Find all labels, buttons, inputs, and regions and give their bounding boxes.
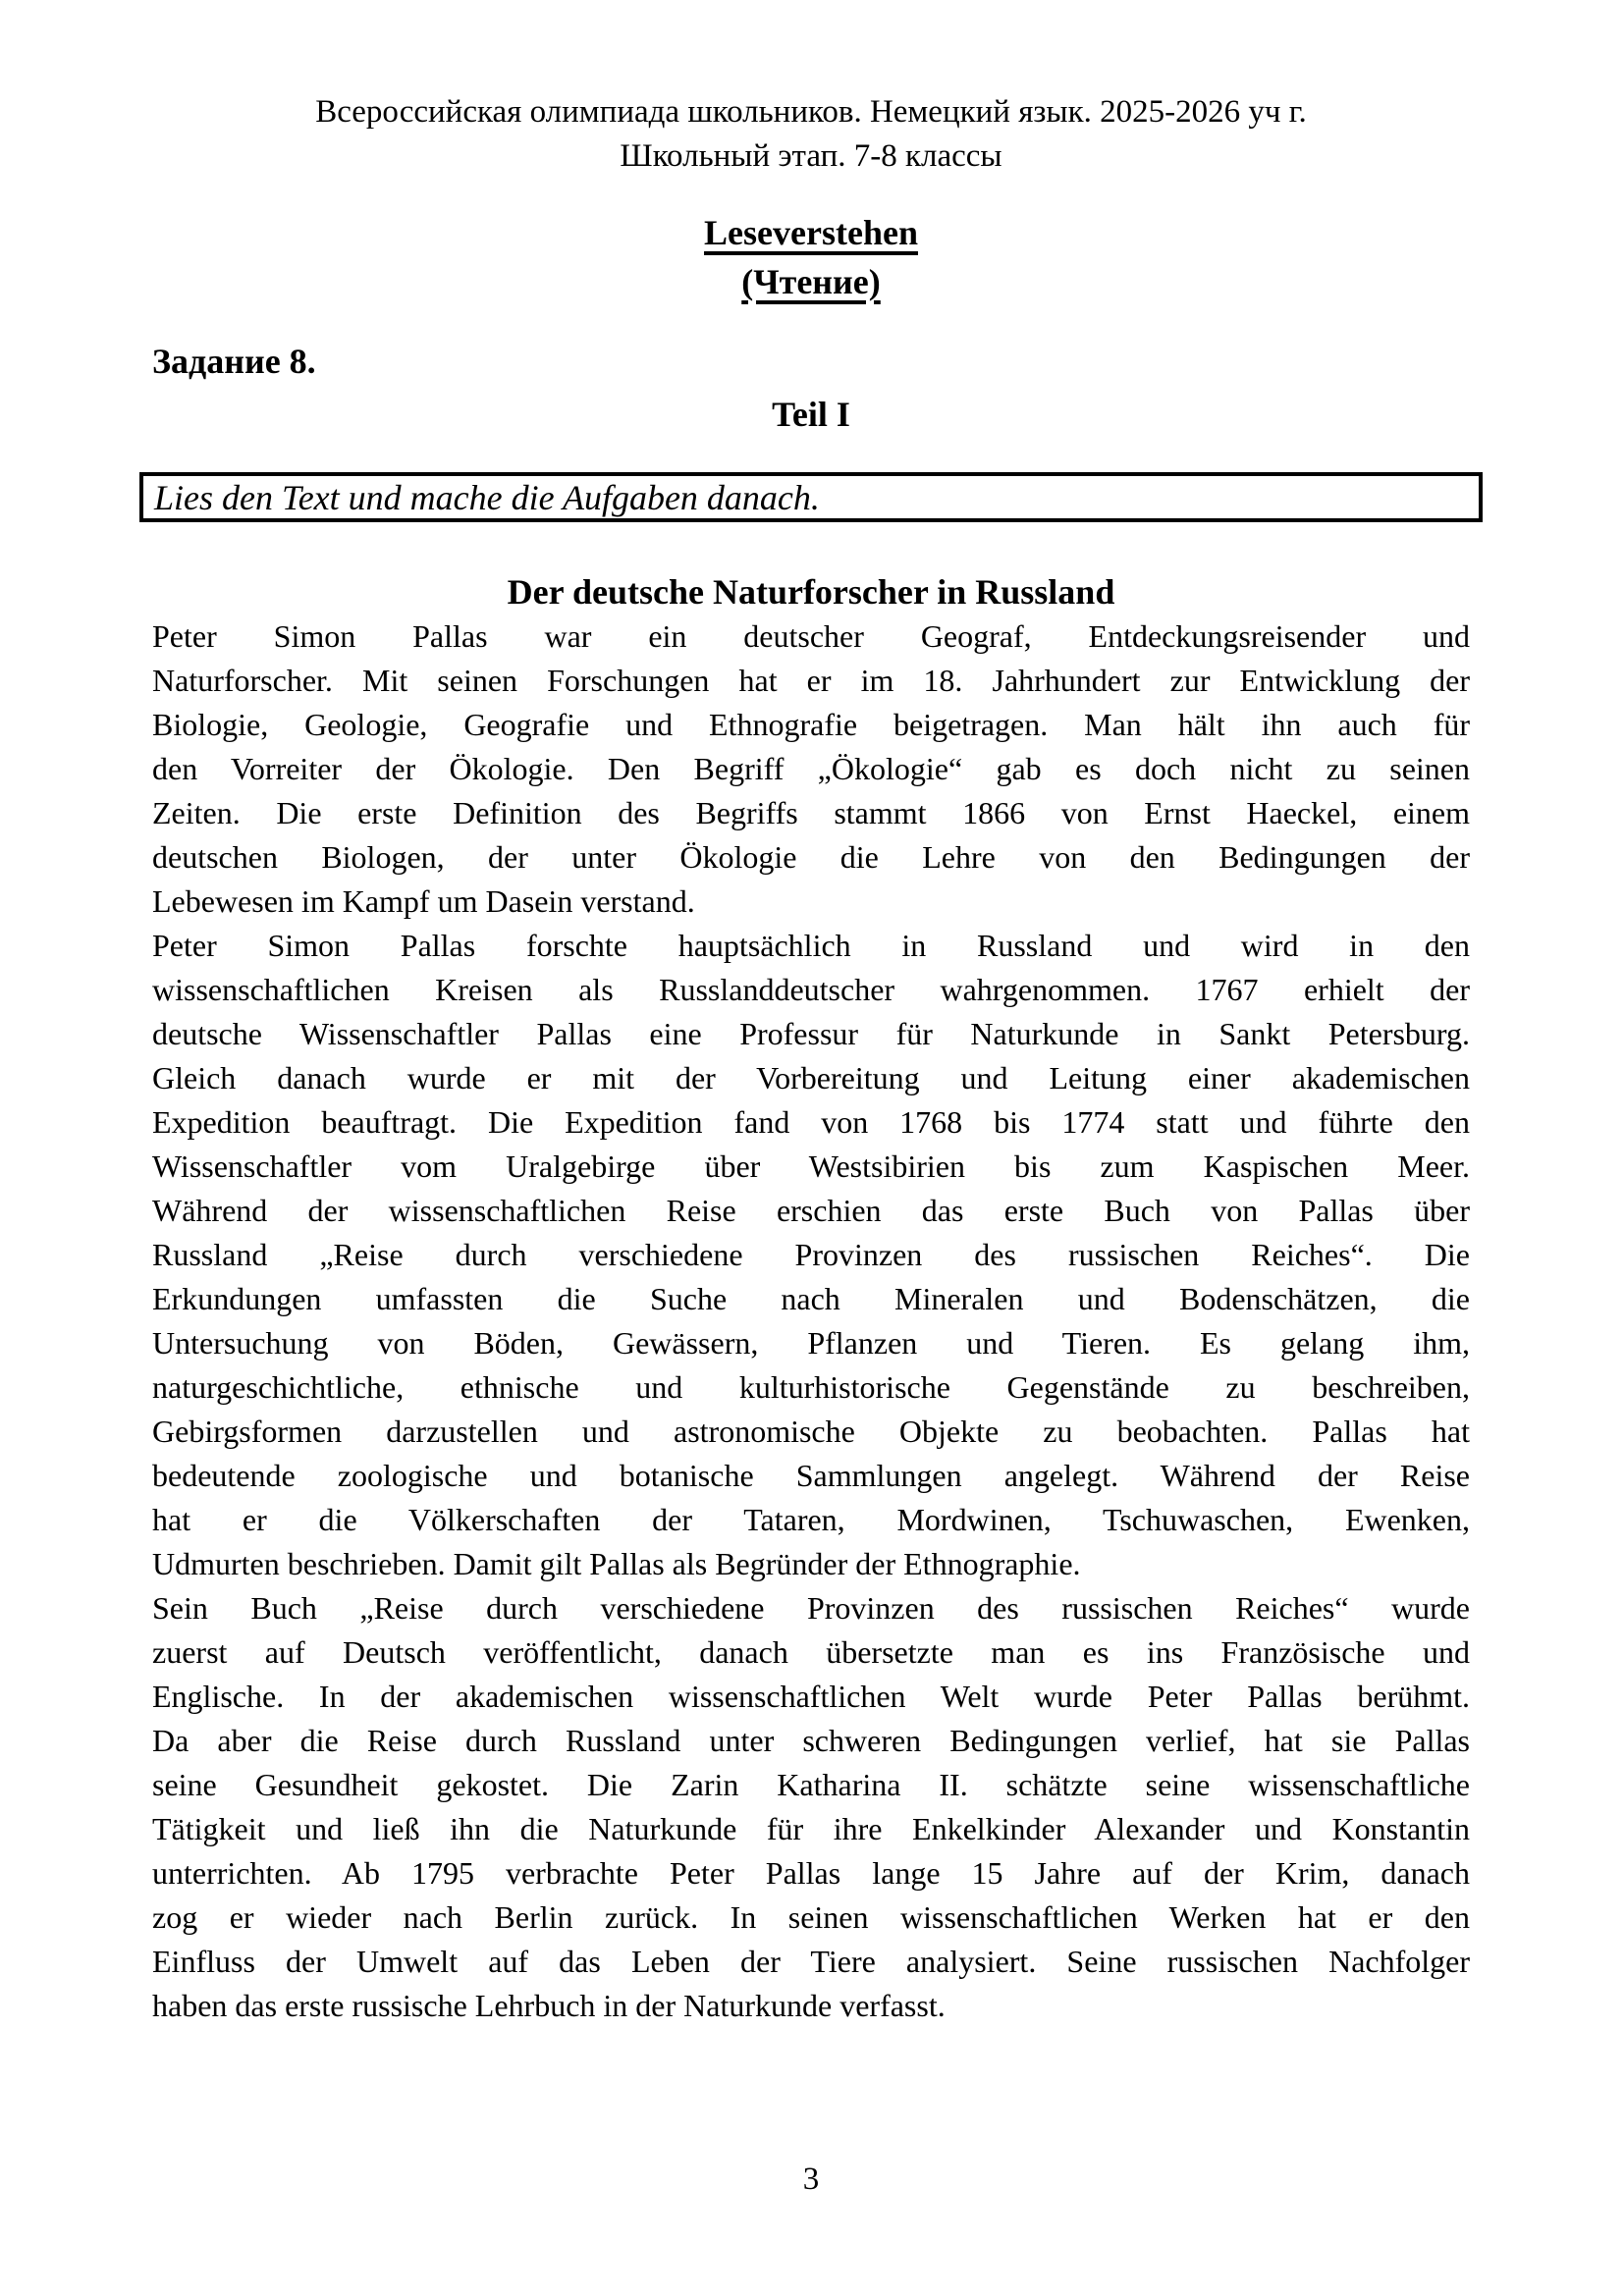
text-line: Naturforscher. Mit seinen Forschungen hat er im 18. Jahrhundert zur Entwicklung der (152, 663, 1470, 698)
text-line: Biologie, Geologie, Geografie und Ethnografie beigetragen. Man hält ihn auch für (152, 707, 1470, 742)
text-line: zog er wieder nach Berlin zurück. In seinen wissenschaftlichen Werken hat er den (152, 1899, 1470, 1935)
text-line: Gebirgsformen darzustellen und astronomische Objekte zu beobachten. Pallas hat (152, 1414, 1470, 1449)
text-line: Da aber die Reise durch Russland unter schweren Bedingungen verlief, hat sie Pallas (152, 1723, 1470, 1758)
text-line: Einfluss der Umwelt auf das Leben der Tiere analysiert. Seine russischen Nachfolger (152, 1944, 1470, 1979)
text-line: Russland „Reise durch verschiedene Provinzen des russischen Reiches“. Die (152, 1237, 1470, 1272)
text-line: Erkundungen umfassten die Suche nach Mineralen und Bodenschätzen, die (152, 1281, 1470, 1316)
document-header (152, 0, 1470, 179)
text-body (152, 614, 1470, 2028)
text-line: Lebewesen im Kampf um Dasein verstand. (152, 883, 695, 919)
header-line-1: Всероссийская олимпиада школьников. Немецкий язык. 2025-2026 уч г. (315, 94, 1307, 130)
page-number: 3 (802, 2162, 820, 2197)
text-line: seine Gesundheit gekostet. Die Zarin Katharina II. schätzte seine wissenschaftliche (152, 1767, 1470, 1802)
text-title: Der deutsche Naturforscher in Russland (507, 572, 1115, 612)
section-subtitle-text: (Чтение) (741, 262, 881, 301)
section-title (152, 208, 1470, 257)
text-line: Englische. In der akademischen wissenschaftlichen Welt wurde Peter Pallas berühmt. (152, 1679, 1470, 1714)
text-line: Wissenschaftler vom Uralgebirge über Westsibirien bis zum Kaspischen Meer. (152, 1148, 1470, 1184)
text-line: den Vorreiter der Ökologie. Den Begriff „Ökologie“ gab es doch nicht zu seinen (152, 751, 1470, 786)
text-line: Tätigkeit und ließ ihn die Naturkunde für ihre Enkelkinder Alexander und Konstantin (152, 1811, 1470, 1846)
text-line: deutsche Wissenschaftler Pallas eine Professur für Naturkunde in Sankt Petersburg. (152, 1016, 1470, 1051)
section-title-text: Leseverstehen (704, 213, 918, 252)
instruction-text: Lies den Text und mache die Aufgaben danach. (154, 478, 820, 517)
text-line: haben das erste russische Lehrbuch in der Naturkunde verfasst. (152, 1988, 946, 2023)
text-line: Expedition beauftragt. Die Expedition fand von 1768 bis 1774 statt und führte den (152, 1104, 1470, 1140)
text-line: wissenschaftlichen Kreisen als Russlanddeutscher wahrgenommen. 1767 erhielt der (152, 972, 1470, 1007)
text-line: Während der wissenschaftlichen Reise erschien das erste Buch von Pallas über (152, 1193, 1470, 1228)
text-line: Zeiten. Die erste Definition des Begriffs stammt 1866 von Ernst Haeckel, einem (152, 795, 1470, 830)
text-line: bedeutende zoologische und botanische Sammlungen angelegt. Während der Reise (152, 1458, 1470, 1493)
text-line: hat er die Völkerschaften der Tataren, Mordwinen, Tschuwaschen, Ewenken, (152, 1502, 1470, 1537)
section-subtitle (152, 257, 1470, 306)
text-line: deutschen Biologen, der unter Ökologie die Lehre von den Bedingungen der (152, 839, 1470, 875)
text-line: Gleich danach wurde er mit der Vorbereitung und Leitung einer akademischen (152, 1060, 1470, 1095)
text-line: Sein Buch „Reise durch verschiedene Provinzen des russischen Reiches“ wurde (152, 1590, 1470, 1626)
header-line-2: Школьный этап. 7-8 классы (620, 138, 1002, 174)
text-line: Untersuchung von Böden, Gewässern, Pflanzen und Tieren. Es gelang ihm, (152, 1325, 1470, 1361)
text-line: zuerst auf Deutsch veröffentlicht, danach übersetzte man es ins Französische und (152, 1634, 1470, 1670)
text-line: Peter Simon Pallas forschte hauptsächlich in Russland und wird in den (152, 928, 1470, 963)
text-line: Udmurten beschrieben. Damit gilt Pallas als Begründer der Ethnographie. (152, 1546, 1081, 1581)
text-line: Peter Simon Pallas war ein deutscher Geograf, Entdeckungsreisender und (152, 618, 1470, 654)
task-label: Задание 8. (152, 342, 316, 381)
part-label: Teil I (772, 395, 850, 434)
instruction-box (139, 472, 1483, 522)
text-line: unterrichten. Ab 1795 verbrachte Peter Pallas lange 15 Jahre auf der Krim, danach (152, 1855, 1470, 1891)
text-line: naturgeschichtliche, ethnische und kulturhistorische Gegenstände zu beschreiben, (152, 1369, 1470, 1405)
